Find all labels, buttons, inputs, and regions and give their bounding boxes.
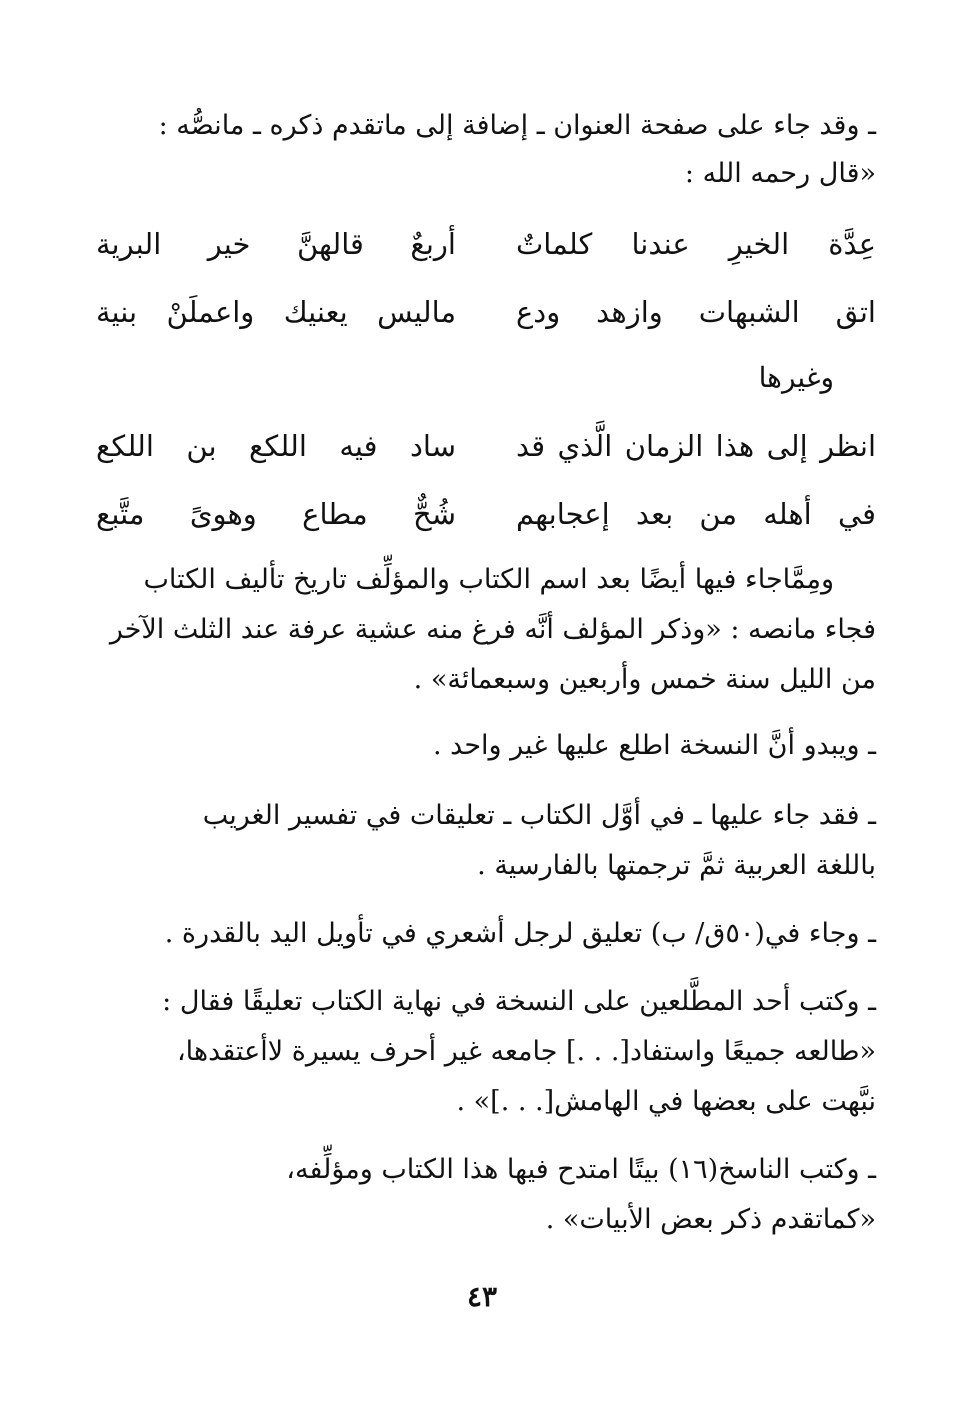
intro-line-1: ـ وقد جاء على صفحة العنوان ـ إضافة إلى ماتقدم ذكره ـ مانصُّه : <box>158 110 876 141</box>
para-reader-note-line-1: ـ وكتب أحد المطَّلعين على النسخة في نهاية الكتاب تعليقًا فقال : <box>162 986 876 1017</box>
hemistich-left: ساد فيه اللكع بن اللكع <box>96 429 456 463</box>
hemistich-left: شُحٌّ مطاع وهوىً متَّبع <box>96 497 456 531</box>
para-reader-note-line-2: «طالعه جميعًا واستفاد[. . .] جامعه غير أحرف يسيرة لاأعتقدها، <box>176 1036 876 1067</box>
hemistich-right: في أهله من بعد إعجابهم <box>516 497 876 531</box>
para-copyist-line-2: «كماتقدم ذكر بعض الأبيات» . <box>545 1204 876 1235</box>
para-date-line-3: من الليل سنة خمس وأربعين وسبعمائة» . <box>413 664 876 695</box>
page-number: ٤٣ <box>466 1280 498 1313</box>
para-copyist-line-1: ـ وكتب الناسخ(١٦) بيتًا امتدح فيها هذا الكتاب ومؤلِّفه، <box>286 1154 876 1185</box>
para-readers-line-1: ـ ويبدو أنَّ النسخة اطلع عليها غير واحد . <box>433 730 876 761</box>
hemistich-left: ماليس يعنيك واعملَنْ بنية <box>96 295 456 329</box>
para-comments-line-1: ـ فقد جاء عليها ـ في أوَّل الكتاب ـ تعليقات في تفسير الغريب <box>202 800 876 831</box>
para-comments-line-2: باللغة العربية ثمَّ ترجمتها بالفارسية . <box>477 850 876 881</box>
hemistich-right: اتق الشبهات وازهد ودع <box>516 295 876 329</box>
hemistich-right: عِدَّة الخيرِ عندنا كلماتٌ <box>516 227 876 261</box>
poem1-verse-1 <box>86 222 876 266</box>
poem2-verse-1 <box>86 424 876 468</box>
poem2-verse-2 <box>86 492 876 536</box>
para-date-line-2: فجاء مانصه : «وذكر المؤلف أنَّه فرغ منه عشية عرفة عند الثلث الآخر <box>109 614 876 645</box>
hemistich-left: أربعٌ قالهنَّ خير البرية <box>96 227 456 261</box>
hemistich-right: انظر إلى هذا الزمان الَّذي قد <box>516 429 876 463</box>
para-ashari-line-1: ـ وجاء في(٥٠ق/ ب) تعليق لرجل أشعري في تأويل اليد بالقدرة . <box>164 918 876 949</box>
poem1-verse-2 <box>86 290 876 334</box>
poem1-extra: وغيرها <box>758 361 834 394</box>
intro-line-2: «قال رحمه الله : <box>684 158 876 189</box>
para-reader-note-line-3: نبَّهت على بعضها في الهامش[. . .]» . <box>456 1086 876 1117</box>
para-date-line-1: ومِمَّاجاء فيها أيضًا بعد اسم الكتاب والمؤلِّف تاريخ تأليف الكتاب <box>143 564 834 595</box>
